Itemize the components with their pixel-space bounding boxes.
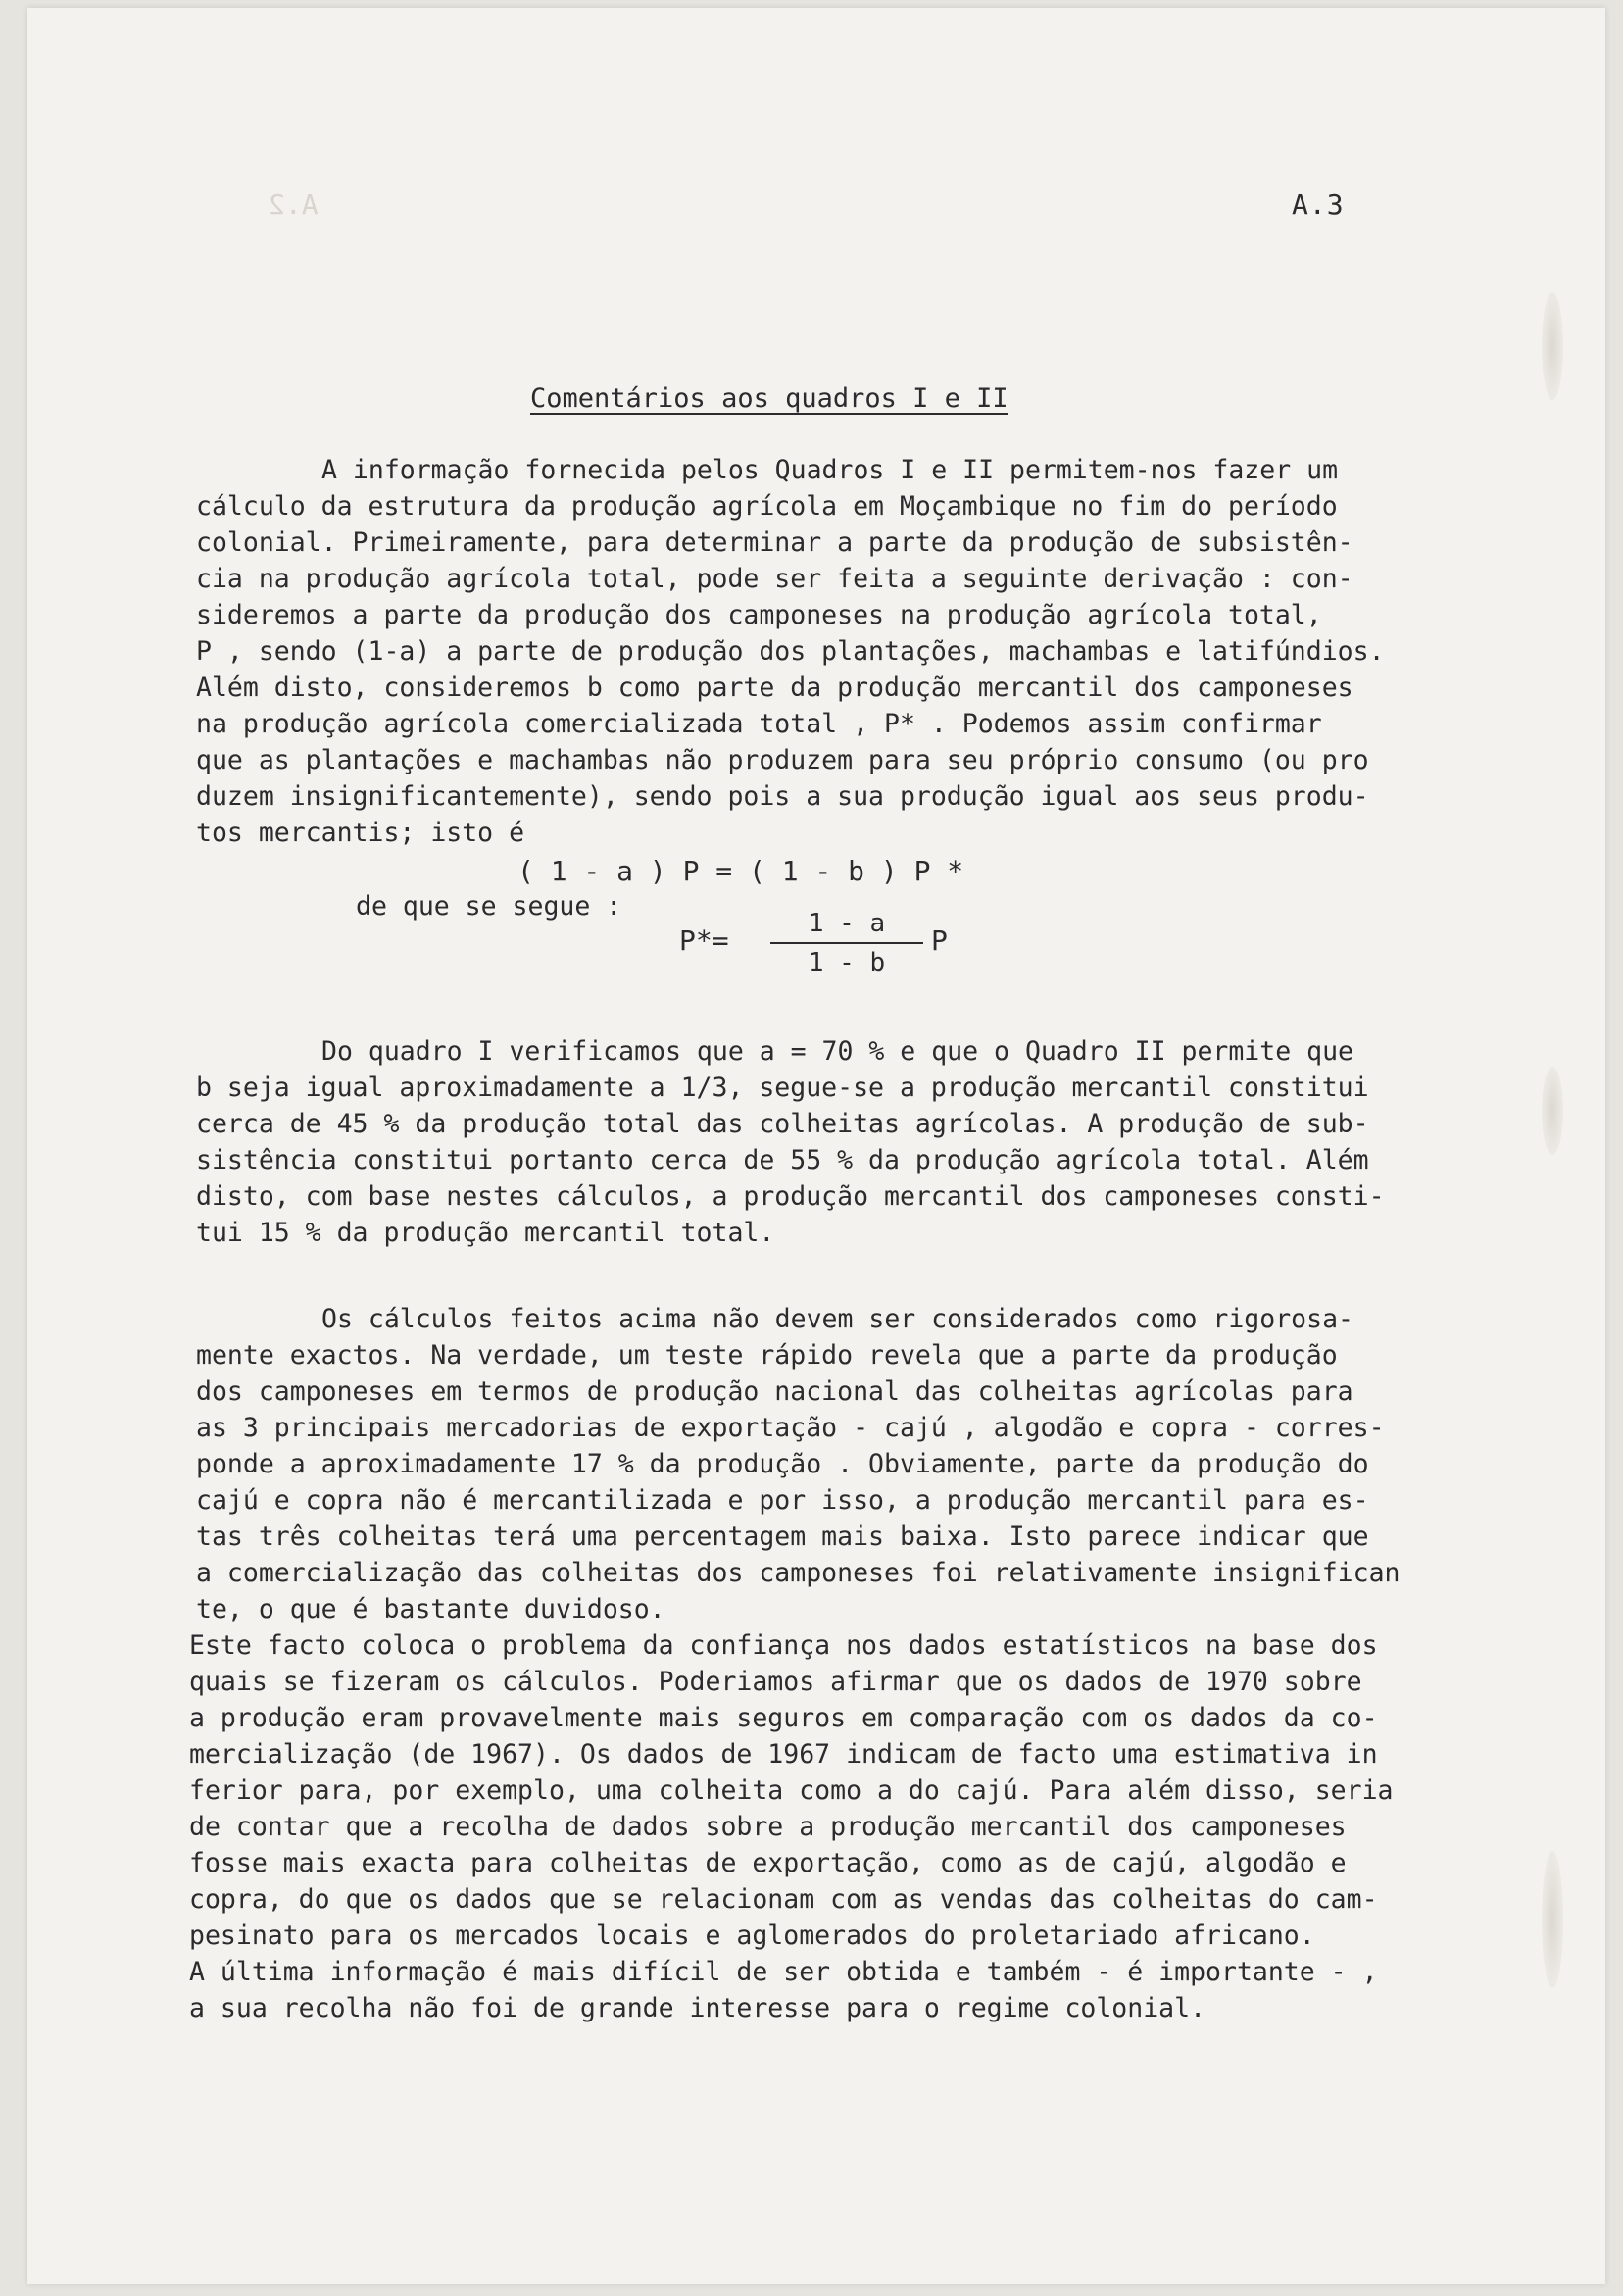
text-line: a sua recolha não foi de grande interesse para o regime colonial.: [189, 1993, 1206, 2023]
fraction-bar: [770, 942, 923, 944]
text-line: tas três colheitas terá uma percentagem mais baixa. Isto parece indicar que: [196, 1522, 1369, 1552]
text-line: A última informação é mais difícil de ser obtida e também - é importante - ,: [189, 1957, 1378, 1987]
text-line: tui 15 % da produção mercantil total.: [196, 1218, 775, 1248]
fraction-numerator: 1 - a: [808, 909, 886, 938]
bleed-through-text: A.2: [269, 188, 319, 221]
text-line: copra, do que os dados que se relacionam com as vendas das colheitas do cam-: [189, 1884, 1378, 1915]
text-line: dos camponeses em termos de produção nacional das colheitas agrícolas para: [196, 1376, 1353, 1407]
text-line: Além disto, consideremos b como parte da produção mercantil dos camponeses: [196, 673, 1353, 703]
text-line: na produção agrícola comercializada total , P* . Podemos assim confirmar: [196, 709, 1322, 739]
page-number: A.3: [1292, 188, 1345, 221]
text-line: a comercialização das colheitas dos camponeses foi relativamente insignifican: [196, 1558, 1401, 1588]
text-line: cálculo da estrutura da produção agrícola em Moçambique no fim do período: [196, 491, 1338, 522]
text-line: que as plantações e machambas não produzem para seu próprio consumo (ou pro: [196, 745, 1369, 775]
text-line: de contar que a recolha de dados sobre a produção mercantil dos camponeses: [189, 1812, 1347, 1842]
text-line: Do quadro I verificamos que a = 70 % e que o Quadro II permite que: [321, 1036, 1353, 1067]
text-line: quais se fizeram os cálculos. Poderiamos afirmar que os dados de 1970 sobre: [189, 1667, 1362, 1697]
document-page: [27, 8, 1605, 2284]
equation: ( 1 - a ) P = ( 1 - b ) P *: [517, 855, 964, 887]
text-line: cerca de 45 % da produção total das colheitas agrícolas. A produção de sub-: [196, 1109, 1369, 1139]
text-line: Este facto coloca o problema da confiança nos dados estatísticos na base dos: [189, 1630, 1378, 1661]
text-line: sistência constitui portanto cerca de 55 % da produção agrícola total. Além: [196, 1145, 1369, 1175]
text-line: tos mercantis; isto é: [196, 818, 525, 848]
text-line: as 3 principais mercadorias de exportação - cajú , algodão e copra - corres-: [196, 1413, 1385, 1443]
text-line: ferior para, por exemplo, uma colheita como a do cajú. Para além disso, seria: [189, 1775, 1394, 1806]
text-line: de que se segue :: [356, 891, 622, 922]
text-line: mercialização (de 1967). Os dados de 1967 indicam de facto uma estimativa in: [189, 1739, 1378, 1770]
text-line: colonial. Primeiramente, para determinar a parte da produção de subsistên-: [196, 527, 1353, 558]
equation-rhs: P: [931, 924, 948, 957]
paper-crease: [1542, 292, 1563, 400]
paper-crease: [1542, 1851, 1563, 1988]
text-line: sideremos a parte da produção dos camponeses na produção agrícola total,: [196, 600, 1322, 630]
text-line: cajú e copra não é mercantilizada e por isso, a produção mercantil para es-: [196, 1485, 1369, 1516]
text-line: Os cálculos feitos acima não devem ser considerados como rigorosa-: [321, 1304, 1353, 1334]
text-line: disto, com base nestes cálculos, a produção mercantil dos camponeses consti-: [196, 1181, 1385, 1212]
text-line: duzem insignificantemente), sendo pois a sua produção igual aos seus produ-: [196, 781, 1369, 812]
text-line: A informação fornecida pelos Quadros I e II permitem-nos fazer um: [321, 455, 1339, 485]
paper-crease: [1542, 1067, 1563, 1155]
text-line: te, o que é bastante duvidoso.: [196, 1594, 665, 1624]
equation-lhs: P*=: [679, 924, 729, 957]
text-line: cia na produção agrícola total, pode ser feita a seguinte derivação : con-: [196, 564, 1353, 594]
text-line: ponde a aproximadamente 17 % da produção . Obviamente, parte da produção do: [196, 1449, 1369, 1479]
text-line: fosse mais exacta para colheitas de exportação, como as de cajú, algodão e: [189, 1848, 1347, 1878]
text-line: P , sendo (1-a) a parte de produção dos plantações, machambas e latifúndios.: [196, 636, 1385, 667]
fraction-denominator: 1 - b: [808, 948, 886, 977]
text-line: a produção eram provavelmente mais seguros em comparação com os dados da co-: [189, 1703, 1378, 1733]
section-title: Comentários aos quadros I e II: [530, 383, 1008, 414]
text-line: mente exactos. Na verdade, um teste rápido revela que a parte da produção: [196, 1340, 1338, 1371]
fraction: [770, 907, 923, 979]
text-line: pesinato para os mercados locais e aglomerados do proletariado africano.: [189, 1921, 1315, 1951]
text-line: b seja igual aproximadamente a 1/3, segue-se a produção mercantil constitui: [196, 1073, 1369, 1103]
